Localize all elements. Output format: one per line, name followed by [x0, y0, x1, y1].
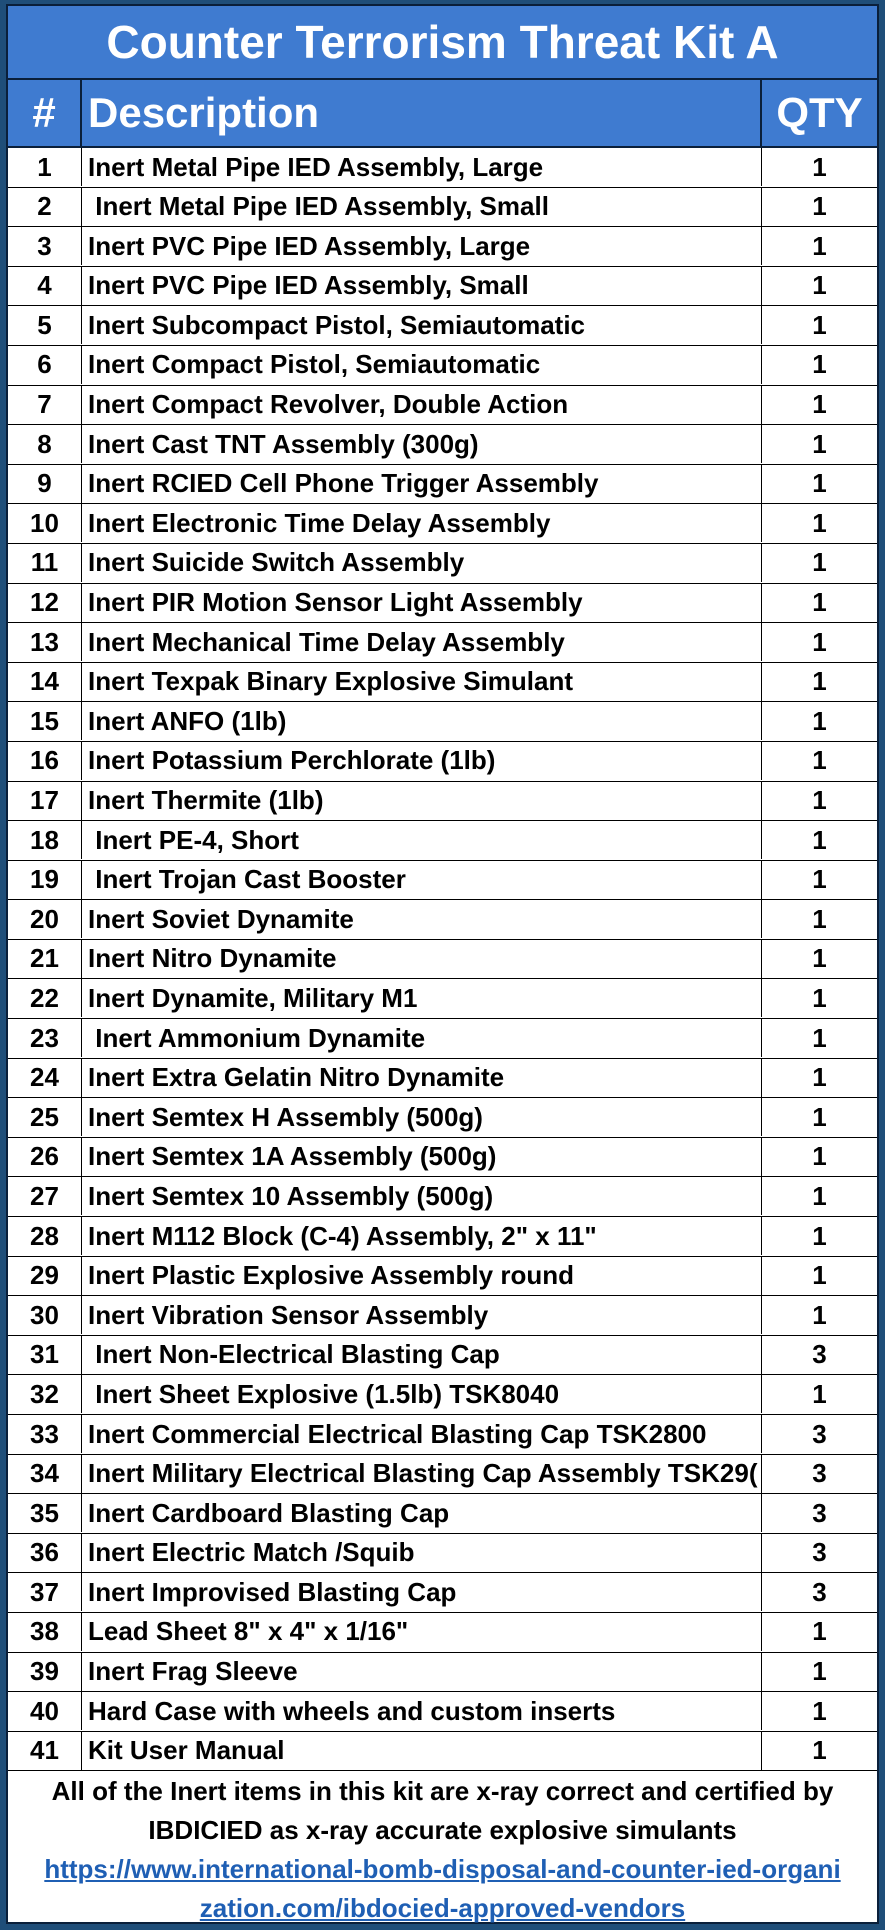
item-number: 7 — [8, 386, 82, 424]
item-number: 9 — [8, 465, 82, 503]
item-number: 40 — [8, 1692, 82, 1730]
table-row — [8, 1494, 877, 1534]
table-row — [8, 1019, 877, 1059]
item-qty: 1 — [812, 230, 827, 261]
item-number: 4 — [8, 267, 82, 305]
item-qty: 1 — [812, 547, 827, 578]
item-number: 28 — [8, 1217, 82, 1255]
item-description: Inert Vibration Sensor Assembly — [82, 1296, 762, 1334]
table-row — [8, 861, 877, 901]
item-qty: 1 — [812, 349, 827, 380]
table-row — [8, 188, 877, 228]
item-description: Kit User Manual — [82, 1732, 762, 1770]
table-row — [8, 544, 877, 584]
item-description: Inert Cardboard Blasting Cap — [82, 1494, 762, 1532]
item-qty: 3 — [812, 1537, 827, 1568]
item-description: Inert Metal Pipe IED Assembly, Small — [82, 188, 762, 226]
item-number: 6 — [8, 346, 82, 384]
table-header — [8, 80, 877, 148]
item-qty: 1 — [812, 903, 827, 934]
item-number: 20 — [8, 900, 82, 938]
table-row — [8, 1573, 877, 1613]
item-description: Inert Semtex 1A Assembly (500g) — [82, 1138, 762, 1176]
item-number: 22 — [8, 979, 82, 1017]
table-row — [8, 1534, 877, 1574]
item-qty: 3 — [812, 1339, 827, 1370]
table-row — [8, 346, 877, 386]
item-number: 32 — [8, 1375, 82, 1413]
header-qty: QTY — [776, 89, 863, 136]
item-qty: 3 — [812, 1458, 827, 1489]
item-qty: 1 — [812, 1220, 827, 1251]
item-qty: 1 — [812, 1062, 827, 1093]
item-number: 31 — [8, 1336, 82, 1374]
item-qty: 1 — [812, 1180, 827, 1211]
table-row — [8, 267, 877, 307]
item-number: 24 — [8, 1059, 82, 1097]
kit-title: Counter Terrorism Threat Kit A — [8, 6, 877, 80]
item-qty: 1 — [812, 1378, 827, 1409]
item-description: Inert Cast TNT Assembly (300g) — [82, 425, 762, 463]
item-qty: 3 — [812, 1418, 827, 1449]
item-qty: 1 — [812, 1299, 827, 1330]
item-description: Inert Plastic Explosive Assembly round — [82, 1257, 762, 1295]
vendors-link[interactable]: https://www.international-bomb-disposal-and-counter-ied-organization.com/ibdocied-approved-vendors — [44, 1854, 841, 1923]
item-number: 34 — [8, 1455, 82, 1493]
item-description: Inert Mechanical Time Delay Assembly — [82, 623, 762, 661]
item-number: 29 — [8, 1257, 82, 1295]
table-row — [8, 979, 877, 1019]
item-number: 5 — [8, 306, 82, 344]
table-row — [8, 1653, 877, 1693]
item-qty: 1 — [812, 1141, 827, 1172]
item-qty: 1 — [812, 745, 827, 776]
table-row — [8, 465, 877, 505]
table-row — [8, 1059, 877, 1099]
item-description: Inert Non-Electrical Blasting Cap — [82, 1336, 762, 1374]
table-row — [8, 227, 877, 267]
table-row — [8, 1098, 877, 1138]
item-description: Inert PE-4, Short — [82, 821, 762, 859]
table-row — [8, 782, 877, 822]
table-row — [8, 1217, 877, 1257]
table-row — [8, 821, 877, 861]
table-row — [8, 1455, 877, 1495]
item-description: Inert Extra Gelatin Nitro Dynamite — [82, 1059, 762, 1097]
item-description: Inert Compact Revolver, Double Action — [82, 386, 762, 424]
item-number: 19 — [8, 861, 82, 899]
item-number: 8 — [8, 425, 82, 463]
item-qty: 1 — [812, 824, 827, 855]
table-row — [8, 1692, 877, 1732]
item-description: Inert Electronic Time Delay Assembly — [82, 504, 762, 542]
item-description: Inert RCIED Cell Phone Trigger Assembly — [82, 465, 762, 503]
footer — [8, 1772, 877, 1928]
item-description: Inert Semtex H Assembly (500g) — [82, 1098, 762, 1136]
table-row — [8, 386, 877, 426]
item-number: 12 — [8, 584, 82, 622]
item-number: 35 — [8, 1494, 82, 1532]
item-description: Inert Metal Pipe IED Assembly, Large — [82, 148, 762, 186]
item-description: Inert Dynamite, Military M1 — [82, 979, 762, 1017]
item-description: Inert Suicide Switch Assembly — [82, 544, 762, 582]
item-qty: 1 — [812, 1101, 827, 1132]
item-description: Lead Sheet 8" x 4" x 1/16" — [82, 1613, 762, 1651]
item-qty: 1 — [812, 270, 827, 301]
item-description: Inert Potassium Perchlorate (1lb) — [82, 742, 762, 780]
item-description: Inert Trojan Cast Booster — [82, 861, 762, 899]
item-number: 16 — [8, 742, 82, 780]
table-row — [8, 1296, 877, 1336]
item-description: Inert Improvised Blasting Cap — [82, 1573, 762, 1611]
item-number: 17 — [8, 782, 82, 820]
item-number: 2 — [8, 188, 82, 226]
table-row — [8, 148, 877, 188]
table-row — [8, 306, 877, 346]
table-row — [8, 623, 877, 663]
item-number: 21 — [8, 940, 82, 978]
item-description: Inert Frag Sleeve — [82, 1653, 762, 1691]
item-qty: 1 — [812, 666, 827, 697]
table-row — [8, 900, 877, 940]
item-qty: 1 — [812, 587, 827, 618]
kit-sheet — [6, 4, 879, 1924]
item-number: 41 — [8, 1732, 82, 1770]
table-row — [8, 702, 877, 742]
items-table — [8, 148, 877, 1771]
item-description: Inert Semtex 10 Assembly (500g) — [82, 1177, 762, 1215]
table-row — [8, 1613, 877, 1653]
item-number: 13 — [8, 623, 82, 661]
item-description: Inert Electric Match /Squib — [82, 1534, 762, 1572]
item-number: 1 — [8, 148, 82, 186]
item-qty: 1 — [812, 468, 827, 499]
item-description: Inert Commercial Electrical Blasting Cap TSK2800 — [82, 1415, 762, 1453]
item-qty: 1 — [812, 507, 827, 538]
table-row — [8, 1177, 877, 1217]
item-qty: 1 — [812, 1735, 827, 1766]
table-row — [8, 504, 877, 544]
item-number: 30 — [8, 1296, 82, 1334]
item-qty: 1 — [812, 309, 827, 340]
item-qty: 1 — [812, 191, 827, 222]
header-number: # — [8, 80, 82, 146]
item-description: Inert Military Electrical Blasting Cap Assembly TSK29( — [82, 1455, 762, 1493]
item-number: 14 — [8, 663, 82, 701]
item-description: Inert Soviet Dynamite — [82, 900, 762, 938]
item-qty: 3 — [812, 1497, 827, 1528]
item-qty: 1 — [812, 1656, 827, 1687]
table-row — [8, 584, 877, 624]
item-number: 15 — [8, 702, 82, 740]
header-description: Description — [82, 80, 762, 146]
item-description: Inert Thermite (1lb) — [82, 782, 762, 820]
item-number: 36 — [8, 1534, 82, 1572]
item-qty: 1 — [812, 982, 827, 1013]
item-qty: 1 — [812, 1695, 827, 1726]
item-description: Hard Case with wheels and custom inserts — [82, 1692, 762, 1730]
item-description: Inert Nitro Dynamite — [82, 940, 762, 978]
certification-note: All of the Inert items in this kit are x-ray correct and certified by IBDICIED as x-ray accurate explosive simulants — [51, 1776, 834, 1845]
item-qty: 1 — [812, 864, 827, 895]
item-qty: 3 — [812, 1576, 827, 1607]
item-description: Inert Sheet Explosive (1.5lb) TSK8040 — [82, 1375, 762, 1413]
item-qty: 1 — [812, 943, 827, 974]
item-qty: 1 — [812, 389, 827, 420]
item-number: 10 — [8, 504, 82, 542]
table-row — [8, 1375, 877, 1415]
table-row — [8, 1336, 877, 1376]
table-row — [8, 663, 877, 703]
item-number: 39 — [8, 1653, 82, 1691]
item-qty: 1 — [812, 1022, 827, 1053]
table-row — [8, 1732, 877, 1772]
item-qty: 1 — [812, 1616, 827, 1647]
item-description: Inert Compact Pistol, Semiautomatic — [82, 346, 762, 384]
item-number: 18 — [8, 821, 82, 859]
item-qty: 1 — [812, 151, 827, 182]
item-description: Inert PIR Motion Sensor Light Assembly — [82, 584, 762, 622]
item-description: Inert PVC Pipe IED Assembly, Small — [82, 267, 762, 305]
item-qty: 1 — [812, 428, 827, 459]
item-description: Inert M112 Block (C-4) Assembly, 2" x 11" — [82, 1217, 762, 1255]
table-row — [8, 940, 877, 980]
item-number: 3 — [8, 227, 82, 265]
item-number: 27 — [8, 1177, 82, 1215]
item-number: 23 — [8, 1019, 82, 1057]
table-row — [8, 1138, 877, 1178]
item-description: Inert Texpak Binary Explosive Simulant — [82, 663, 762, 701]
table-row — [8, 1415, 877, 1455]
item-qty: 1 — [812, 705, 827, 736]
item-number: 38 — [8, 1613, 82, 1651]
item-qty: 1 — [812, 1260, 827, 1291]
item-description: Inert PVC Pipe IED Assembly, Large — [82, 227, 762, 265]
item-number: 26 — [8, 1138, 82, 1176]
item-number: 37 — [8, 1573, 82, 1611]
item-qty: 1 — [812, 785, 827, 815]
item-number: 25 — [8, 1098, 82, 1136]
item-description: Inert Ammonium Dynamite — [82, 1019, 762, 1057]
table-row — [8, 742, 877, 782]
item-qty: 1 — [812, 626, 827, 657]
item-number: 33 — [8, 1415, 82, 1453]
table-row — [8, 1257, 877, 1297]
item-number: 11 — [8, 544, 82, 582]
table-row — [8, 425, 877, 465]
item-description: Inert Subcompact Pistol, Semiautomatic — [82, 306, 762, 344]
item-description: Inert ANFO (1lb) — [82, 702, 762, 740]
